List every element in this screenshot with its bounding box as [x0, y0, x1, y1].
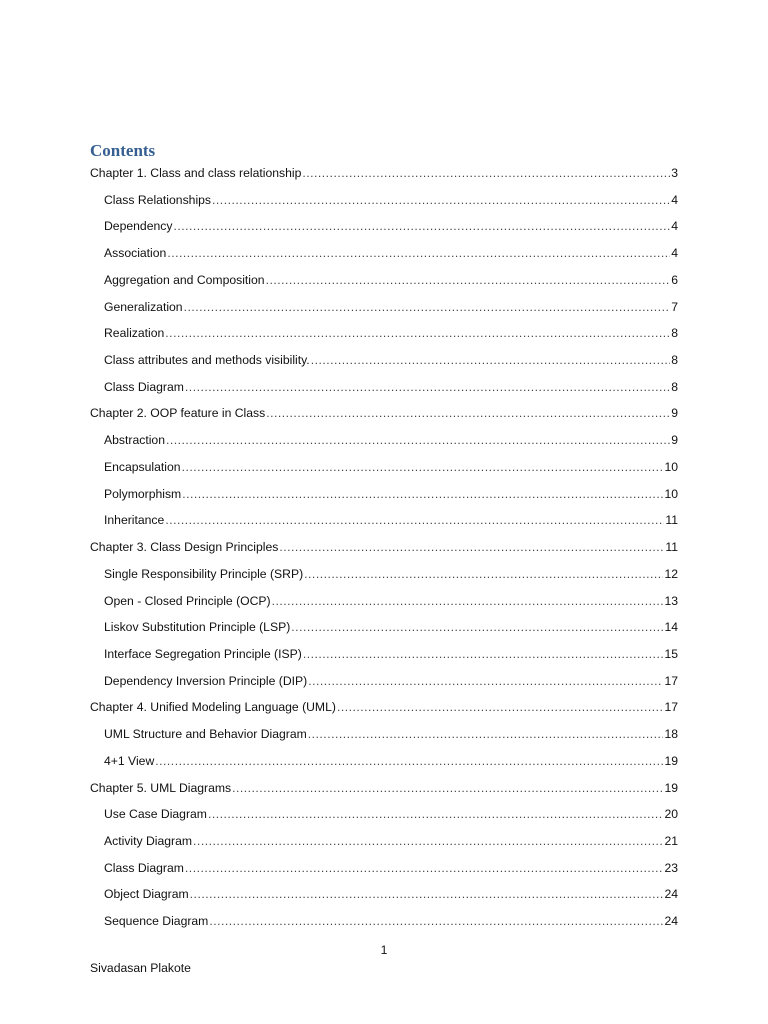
- toc-section-entry[interactable]: [0, 909, 768, 936]
- toc-entry-title: Use Case Diagram: [104, 807, 207, 822]
- toc-section-entry[interactable]: [0, 268, 768, 295]
- toc-entry-page: 19: [664, 753, 678, 768]
- toc-entry-title: Sequence Diagram: [104, 914, 209, 929]
- toc-entry-page: 8: [671, 379, 678, 394]
- toc-entry-page: 12: [664, 566, 678, 581]
- toc-dot-leader: [308, 673, 663, 689]
- toc-dot-leader: [266, 405, 670, 421]
- toc-dot-leader: [173, 218, 670, 234]
- footer-author: Sivadasan Plakote: [90, 961, 191, 975]
- toc-entry-line: [104, 566, 678, 582]
- toc-entry-line: [90, 165, 678, 181]
- toc-dot-leader: [337, 699, 664, 715]
- toc-section-entry[interactable]: [0, 375, 768, 402]
- toc-entry-page: 19: [664, 780, 678, 795]
- toc-entry-line: [104, 619, 678, 635]
- toc-entry-title: Aggregation and Composition: [104, 272, 265, 287]
- toc-entry-line: [104, 459, 678, 475]
- toc-entry-page: 8: [671, 353, 678, 368]
- toc-entry-title: Chapter 3. Class Design Principles: [90, 540, 279, 555]
- toc-entry-title: Dependency: [104, 219, 173, 234]
- toc-chapter-entry[interactable]: [0, 776, 768, 803]
- toc-section-entry[interactable]: [0, 241, 768, 268]
- toc-dot-leader: [266, 272, 671, 288]
- toc-entry-title: Inheritance: [104, 513, 165, 528]
- toc-entry-page: 11: [665, 513, 678, 528]
- toc-heading: Contents: [90, 141, 156, 160]
- toc-dot-leader: [272, 593, 664, 609]
- toc-dot-leader: [185, 379, 670, 395]
- toc-section-entry[interactable]: [0, 482, 768, 509]
- toc-entry-line: [104, 913, 678, 929]
- toc-entry-title: UML Structure and Behavior Diagram: [104, 727, 307, 742]
- toc-dot-leader: [212, 192, 670, 208]
- toc-entry-line: [90, 539, 678, 555]
- toc-entry-line: [104, 245, 678, 261]
- toc-entry-title: Activity Diagram: [104, 833, 193, 848]
- toc-section-entry[interactable]: [0, 562, 768, 589]
- toc-entry-title: Open - Closed Principle (OCP): [104, 593, 271, 608]
- toc-entry-title: Chapter 5. UML Diagrams: [90, 780, 232, 795]
- toc-entry-title: Polymorphism: [104, 486, 182, 501]
- toc-entry-line: [90, 405, 678, 421]
- toc-section-entry[interactable]: [0, 348, 768, 375]
- toc-entry-line: [104, 432, 678, 448]
- toc-dot-leader: [165, 325, 670, 341]
- toc-entry-line: [104, 806, 678, 822]
- toc-entry-line: [104, 593, 678, 609]
- toc-entry-title: Object Diagram: [104, 887, 189, 902]
- toc-chapter-entry[interactable]: [0, 695, 768, 722]
- page-number: 1: [380, 943, 388, 957]
- toc-dot-leader: [182, 459, 664, 475]
- toc-entry-page: 6: [671, 272, 678, 287]
- toc-entry-title: Dependency Inversion Principle (DIP): [104, 673, 308, 688]
- toc-section-entry[interactable]: [0, 214, 768, 241]
- toc-section-entry[interactable]: [0, 856, 768, 883]
- toc-entry-page: 4: [671, 219, 678, 234]
- toc-entry-page: 10: [664, 486, 678, 501]
- toc-entry-line: [104, 512, 678, 528]
- toc-entry-line: [104, 352, 678, 368]
- toc-dot-leader: [209, 913, 663, 929]
- toc-entry-page: 18: [664, 727, 678, 742]
- toc-dot-leader: [166, 432, 670, 448]
- toc-entry-title: Interface Segregation Principle (ISP): [104, 646, 302, 661]
- toc-dot-leader: [155, 753, 663, 769]
- toc-entry-line: [104, 218, 678, 234]
- toc-entry-page: 10: [664, 459, 678, 474]
- toc-section-entry[interactable]: [0, 508, 768, 535]
- toc-dot-leader: [190, 886, 664, 902]
- toc-entry-line: [104, 486, 678, 502]
- toc-entry-title: Class Relationships: [104, 192, 212, 207]
- toc-entry-page: 8: [671, 326, 678, 341]
- toc-entry-line: [104, 673, 678, 689]
- toc-entry-title: Class Diagram: [104, 860, 184, 875]
- toc-dot-leader: [184, 299, 671, 315]
- toc-entry-line: [90, 699, 678, 715]
- toc-dot-leader: [302, 165, 670, 181]
- toc-entry-page: 17: [664, 700, 678, 715]
- toc-entry-page: 20: [664, 807, 678, 822]
- toc-dot-leader: [185, 860, 664, 876]
- toc-entry-line: [104, 886, 678, 902]
- toc-entry-line: [104, 860, 678, 876]
- toc-entry-title: Chapter 1. Class and class relationship: [90, 166, 302, 180]
- toc-entry-line: [104, 299, 678, 315]
- toc-dot-leader: [208, 806, 663, 822]
- toc-section-entry[interactable]: [0, 829, 768, 856]
- toc-entry-page: 24: [664, 914, 678, 929]
- table-of-contents: [0, 161, 768, 936]
- toc-entry-page: 4: [671, 192, 678, 207]
- toc-entry-page: 7: [671, 299, 678, 314]
- toc-section-entry[interactable]: [0, 615, 768, 642]
- toc-entry-page: 14: [664, 620, 678, 635]
- toc-section-entry[interactable]: [0, 802, 768, 829]
- toc-entry-title: 4+1 View: [104, 753, 155, 768]
- toc-entry-title: Class attributes and methods visibility.: [104, 353, 310, 368]
- toc-entry-title: Generalization: [104, 299, 183, 314]
- toc-dot-leader: [304, 566, 663, 582]
- toc-entry-page: 9: [671, 433, 678, 448]
- toc-dot-leader: [279, 539, 664, 555]
- toc-entry-line: [104, 272, 678, 288]
- toc-section-entry[interactable]: [0, 722, 768, 749]
- toc-dot-leader: [167, 245, 670, 261]
- toc-entry-line: [104, 646, 678, 662]
- toc-section-entry[interactable]: [0, 669, 768, 696]
- toc-entry-line: [104, 833, 678, 849]
- toc-entry-page: 9: [671, 406, 678, 421]
- toc-entry-line: [90, 780, 678, 796]
- toc-entry-line: [104, 753, 678, 769]
- toc-entry-title: Chapter 2. OOP feature in Class: [90, 406, 266, 421]
- toc-dot-leader: [291, 619, 663, 635]
- toc-entry-title: Encapsulation: [104, 459, 181, 474]
- toc-entry-page: 23: [664, 860, 678, 875]
- toc-dot-leader: [165, 512, 664, 528]
- toc-entry-page: 3: [671, 166, 678, 180]
- toc-section-entry[interactable]: [0, 321, 768, 348]
- toc-entry-page: 15: [664, 646, 678, 661]
- toc-entry-page: 13: [664, 593, 678, 608]
- toc-section-entry[interactable]: [0, 589, 768, 616]
- toc-chapter-entry[interactable]: [0, 161, 768, 188]
- toc-section-entry[interactable]: [0, 455, 768, 482]
- toc-entry-page: 11: [665, 540, 678, 555]
- toc-entry-title: Realization: [104, 326, 165, 341]
- toc-section-entry[interactable]: [0, 188, 768, 215]
- toc-dot-leader: [311, 352, 671, 368]
- toc-entry-line: [104, 192, 678, 208]
- toc-entry-title: Single Responsibility Principle (SRP): [104, 566, 304, 581]
- toc-entry-page: 21: [664, 833, 678, 848]
- toc-section-entry[interactable]: [0, 882, 768, 909]
- toc-entry-title: Class Diagram: [104, 379, 184, 394]
- toc-section-entry[interactable]: [0, 642, 768, 669]
- toc-entry-page: 24: [664, 887, 678, 902]
- toc-entry-title: Abstraction: [104, 433, 165, 448]
- toc-dot-leader: [182, 486, 663, 502]
- toc-dot-leader: [232, 780, 663, 796]
- toc-entry-title: Liskov Substitution Principle (LSP): [104, 620, 291, 635]
- toc-chapter-entry[interactable]: [0, 401, 768, 428]
- toc-entry-line: [104, 379, 678, 395]
- toc-dot-leader: [308, 726, 664, 742]
- toc-entry-title: Chapter 4. Unified Modeling Language (UML): [90, 700, 336, 715]
- toc-entry-title: Association: [104, 246, 167, 261]
- toc-entry-line: [104, 726, 678, 742]
- toc-entry-page: 17: [664, 673, 678, 688]
- toc-dot-leader: [193, 833, 663, 849]
- toc-section-entry[interactable]: [0, 749, 768, 776]
- toc-entry-page: 4: [671, 246, 678, 261]
- toc-entry-line: [104, 325, 678, 341]
- toc-chapter-entry[interactable]: [0, 535, 768, 562]
- toc-dot-leader: [303, 646, 664, 662]
- toc-section-entry[interactable]: [0, 428, 768, 455]
- toc-section-entry[interactable]: [0, 295, 768, 322]
